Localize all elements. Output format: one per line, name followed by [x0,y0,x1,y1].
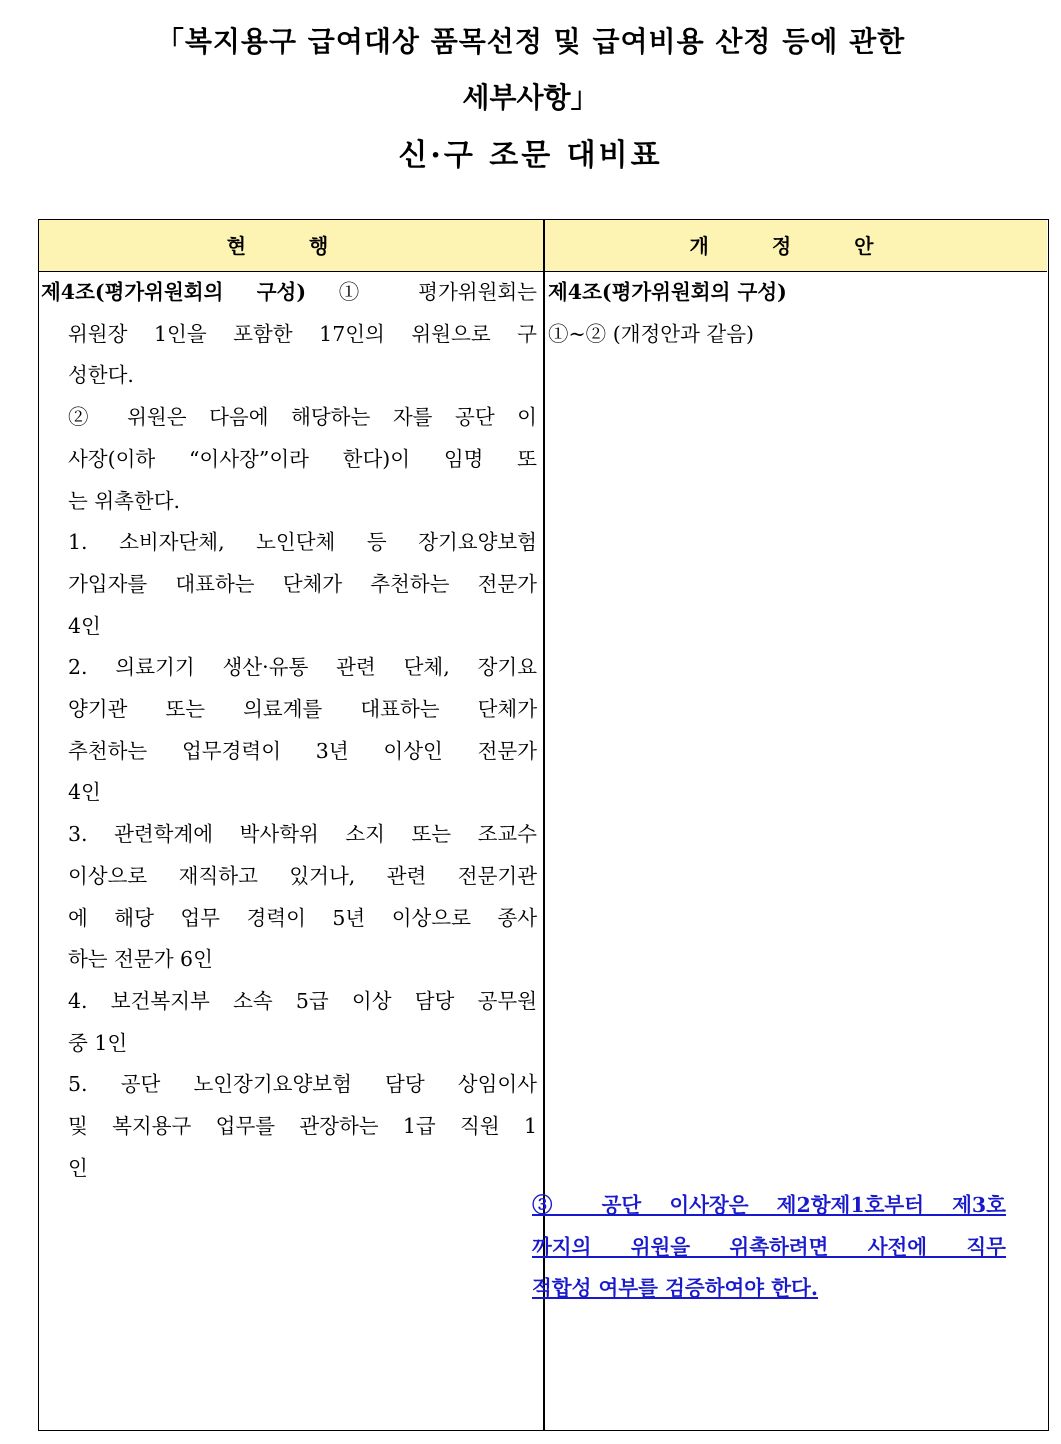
amended-column [548,272,1043,355]
current-line: 4인 [68,780,101,805]
current-line: 에 해당 업무 경력이 5년 이상으로 종사 [68,905,537,930]
current-line: 는 위촉한다. [68,488,181,513]
amended-new-clause [532,1185,1006,1310]
current-line: 가입자를 대표하는 단체가 추천하는 전문가 [68,571,537,596]
amended-new-line: 적합성 여부를 검증하여야 한다. [532,1276,818,1301]
current-article-first-line [41,272,537,314]
amended-article-heading: 제4조(평가위원회의 구성) [548,280,787,304]
header-amended: 개 정 안 [544,220,1047,272]
current-line: 4인 [68,613,101,638]
current-article-heading: 제4조(평가위원회의 구성) [41,280,307,304]
amended-unchanged-note: ①~② (개정안과 같음) [548,321,755,346]
document-title-line-1: 「복지용구 급여대상 품목선정 및 급여비용 산정 등에 관한 [155,25,906,58]
amended-new-line: 까지의 위원을 위촉하려면 사전에 직무 [532,1234,1006,1259]
current-line: ① 평가위원회는 [338,280,537,304]
current-line: 성한다. [68,363,134,388]
current-line: 사장(이하 “이사장”이라 한다)이 임명 또 [68,446,537,471]
document-title-line-2: 세부사항」 [462,81,599,114]
amended-new-line: ③ 공단 이사장은 제2항제1호부터 제3호 [532,1193,1006,1217]
current-line: 중 1인 [68,1030,128,1055]
comparison-table-title: 신·구 조문 대비표 [398,138,663,173]
current-line: 4. 보건복지부 소속 5급 이상 담당 공무원 [68,988,537,1013]
current-line: ② 위원은 다음에 해당하는 자를 공단 이 [68,405,537,430]
header-current: 현 행 [39,220,544,272]
current-line: 위원장 1인을 포함한 17인의 위원으로 구 [68,321,537,346]
current-line: 이상으로 재직하고 있거나, 관련 전문기관 [68,863,537,888]
current-line: 추천하는 업무경력이 3년 이상인 전문가 [68,738,537,763]
current-line: 및 복지용구 업무를 관장하는 1급 직원 1 [68,1114,537,1139]
current-column [41,272,537,1189]
current-line: 인 [68,1155,88,1180]
current-line: 양기관 또는 의료계를 대표하는 단체가 [68,697,537,722]
current-line: 2. 의료기기 생산·유통 관련 단체, 장기요 [68,655,537,680]
current-line: 하는 전문가 6인 [68,947,213,972]
current-line: 5. 공단 노인장기요양보험 담당 상임이사 [68,1072,537,1097]
current-line: 3. 관련학계에 박사학위 소지 또는 조교수 [68,822,537,847]
current-line: 1. 소비자단체, 노인단체 등 장기요양보험 [68,530,537,555]
